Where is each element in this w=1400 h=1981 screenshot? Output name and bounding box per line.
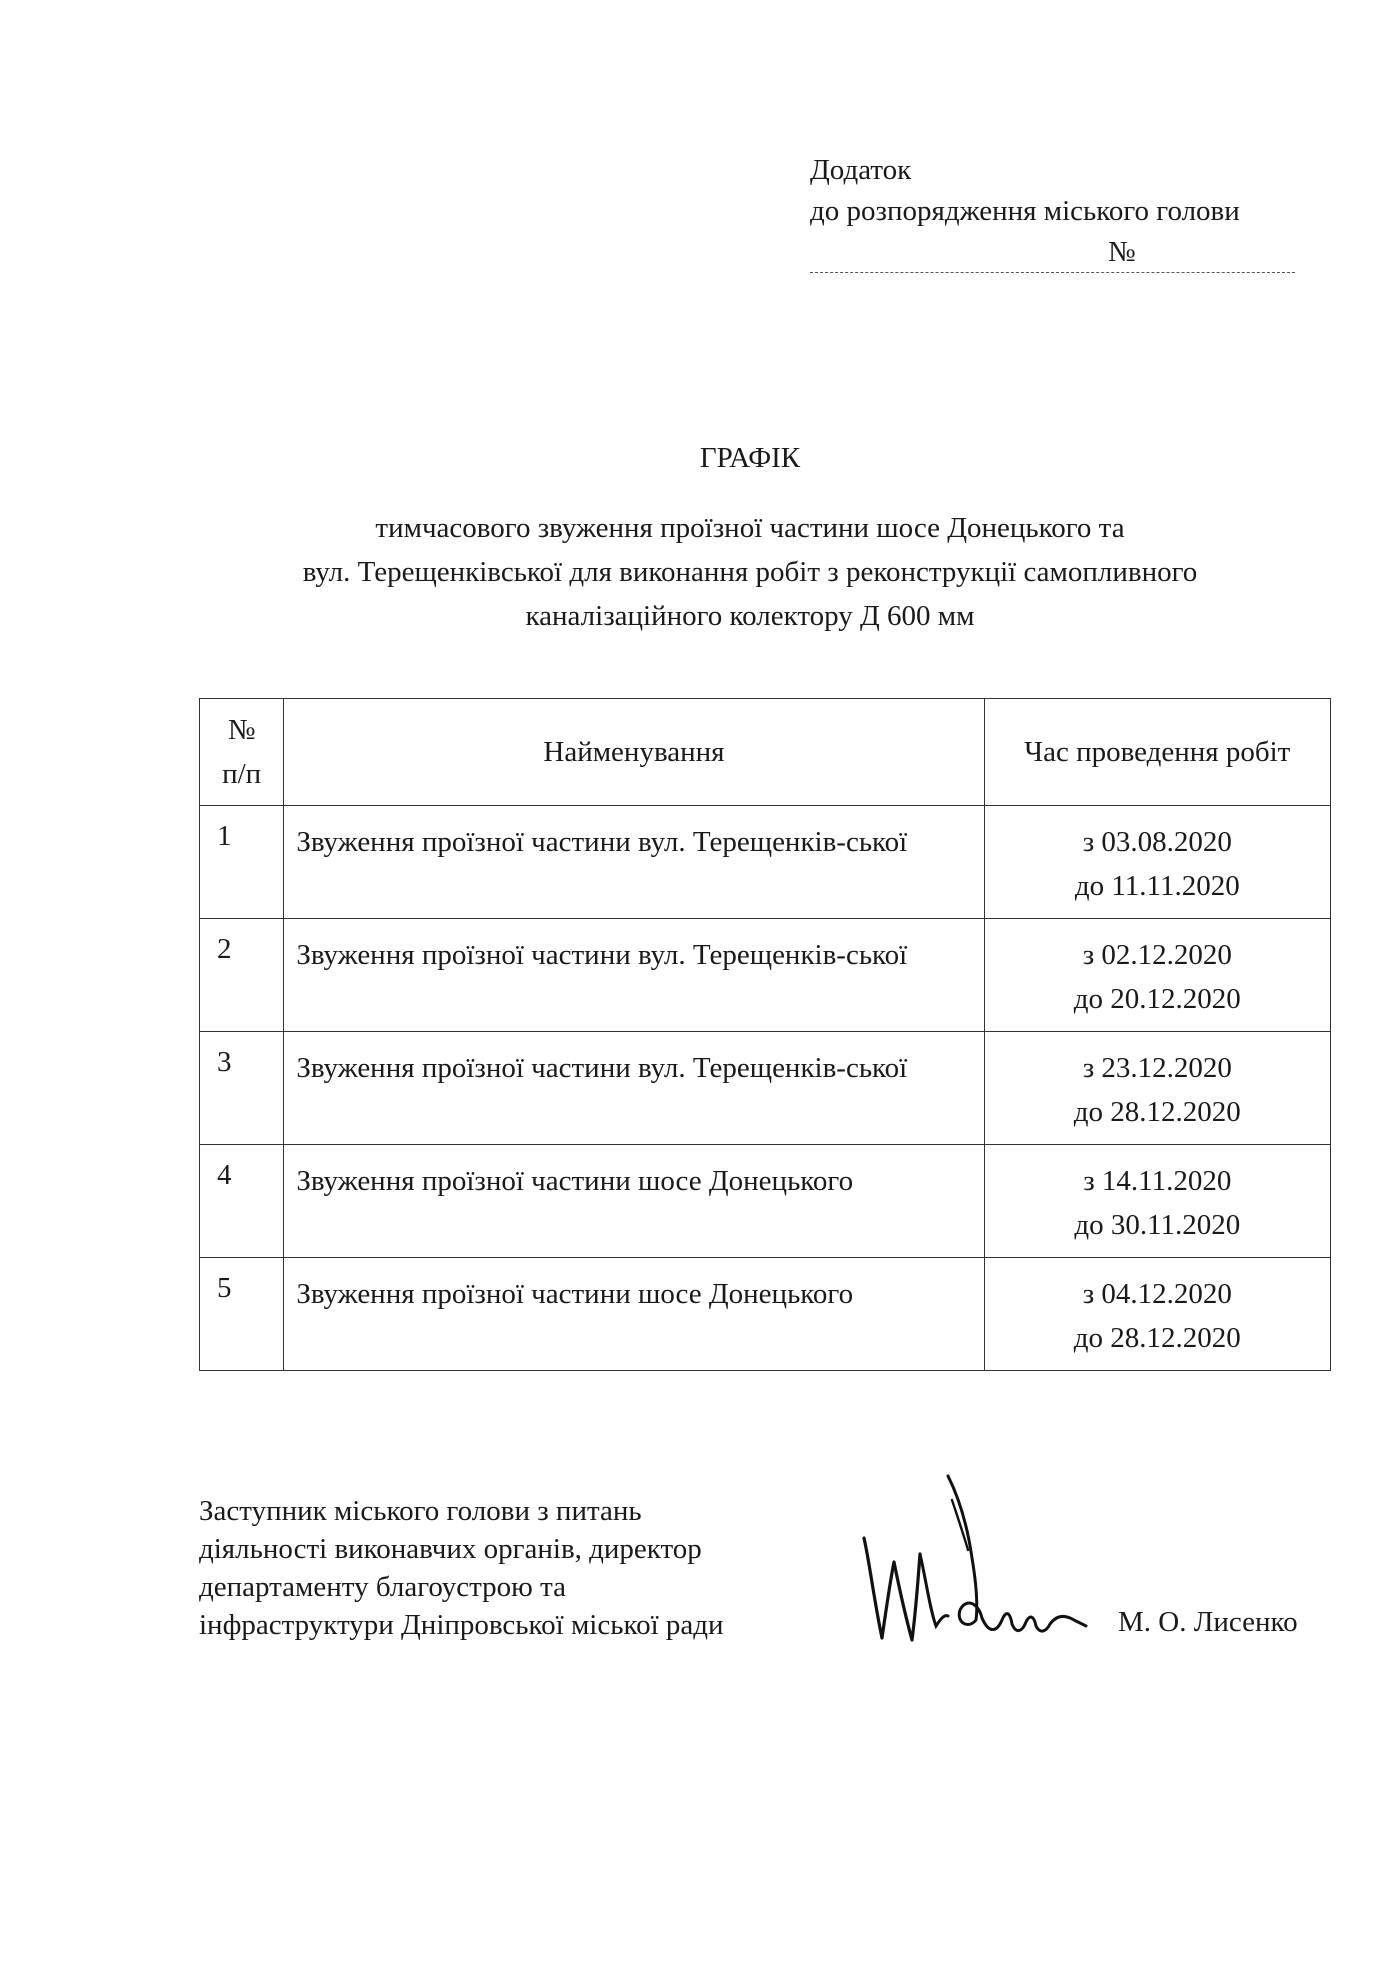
table-header-row xyxy=(200,699,1331,806)
handwritten-signature xyxy=(860,1470,1090,1650)
row-name: Звуження проїзної частини вул. Терещенків-ської xyxy=(284,806,984,919)
row-name: Звуження проїзної частини шосе Донецького xyxy=(284,1145,984,1258)
row-time-from: з 14.11.2020 xyxy=(1083,1165,1232,1197)
row-time-to: до 11.11.2020 xyxy=(1074,870,1240,902)
row-time-to: до 30.11.2020 xyxy=(1074,1209,1241,1241)
row-time xyxy=(984,806,1330,919)
signer-position-line-2: діяльності виконавчих органів, директор xyxy=(199,1533,702,1565)
table-row xyxy=(200,806,1331,919)
row-number: 4 xyxy=(200,1145,284,1258)
table-row xyxy=(200,1032,1331,1145)
row-number: 1 xyxy=(200,806,284,919)
row-time xyxy=(984,1145,1330,1258)
signer-position-line-4: інфраструктури Дніпровської міської ради xyxy=(199,1609,724,1641)
row-name: Звуження проїзної частини вул. Терещенків-ської xyxy=(284,919,984,1032)
row-time-from: з 23.12.2020 xyxy=(1082,1052,1232,1084)
row-time-to: до 28.12.2020 xyxy=(1073,1096,1241,1128)
row-time-from: з 03.08.2020 xyxy=(1082,826,1232,858)
header-time: Час проведення робіт xyxy=(984,699,1330,806)
subtitle-line-2: вул. Терещенківської для виконання робіт з реконструкції самопливного xyxy=(302,556,1198,588)
row-time xyxy=(984,1032,1330,1145)
table-row xyxy=(200,1145,1331,1258)
row-time xyxy=(984,1258,1330,1371)
addendum-reference: до розпорядження міського голови xyxy=(810,195,1240,227)
row-name: Звуження проїзної частини вул. Терещенків-ської xyxy=(284,1032,984,1145)
document-title: ГРАФІК xyxy=(699,442,801,474)
row-time xyxy=(984,919,1330,1032)
signer-position-line-1: Заступник міського голови з питань xyxy=(199,1495,642,1527)
header-number-sign: № xyxy=(227,714,256,746)
header-number-abbr: п/п xyxy=(222,758,262,790)
addendum-block xyxy=(810,150,1295,273)
subtitle-line-3: каналізаційного колектору Д 600 мм xyxy=(525,600,975,632)
row-number: 3 xyxy=(200,1032,284,1145)
number-sign: № xyxy=(1108,236,1136,268)
row-time-from: з 02.12.2020 xyxy=(1082,939,1232,971)
signer-position xyxy=(199,1492,724,1644)
header-name: Найменування xyxy=(284,699,984,806)
schedule-table xyxy=(199,698,1331,1371)
signer-position-line-3: департаменту благоустрою та xyxy=(199,1571,566,1603)
document-subtitle xyxy=(0,506,1400,638)
row-time-to: до 20.12.2020 xyxy=(1073,983,1241,1015)
header-number xyxy=(200,699,284,806)
row-time-from: з 04.12.2020 xyxy=(1082,1278,1232,1310)
addendum-label: Додаток xyxy=(810,154,912,186)
row-time-to: до 28.12.2020 xyxy=(1073,1322,1241,1354)
order-number-line xyxy=(810,232,1295,273)
row-number: 2 xyxy=(200,919,284,1032)
subtitle-line-1: тимчасового звуження проїзної частини шосе Донецького та xyxy=(375,512,1125,544)
table-row xyxy=(200,919,1331,1032)
row-name: Звуження проїзної частини шосе Донецького xyxy=(284,1258,984,1371)
row-number: 5 xyxy=(200,1258,284,1371)
table-row xyxy=(200,1258,1331,1371)
signer-name: М. О. Лисенко xyxy=(1118,1606,1298,1638)
